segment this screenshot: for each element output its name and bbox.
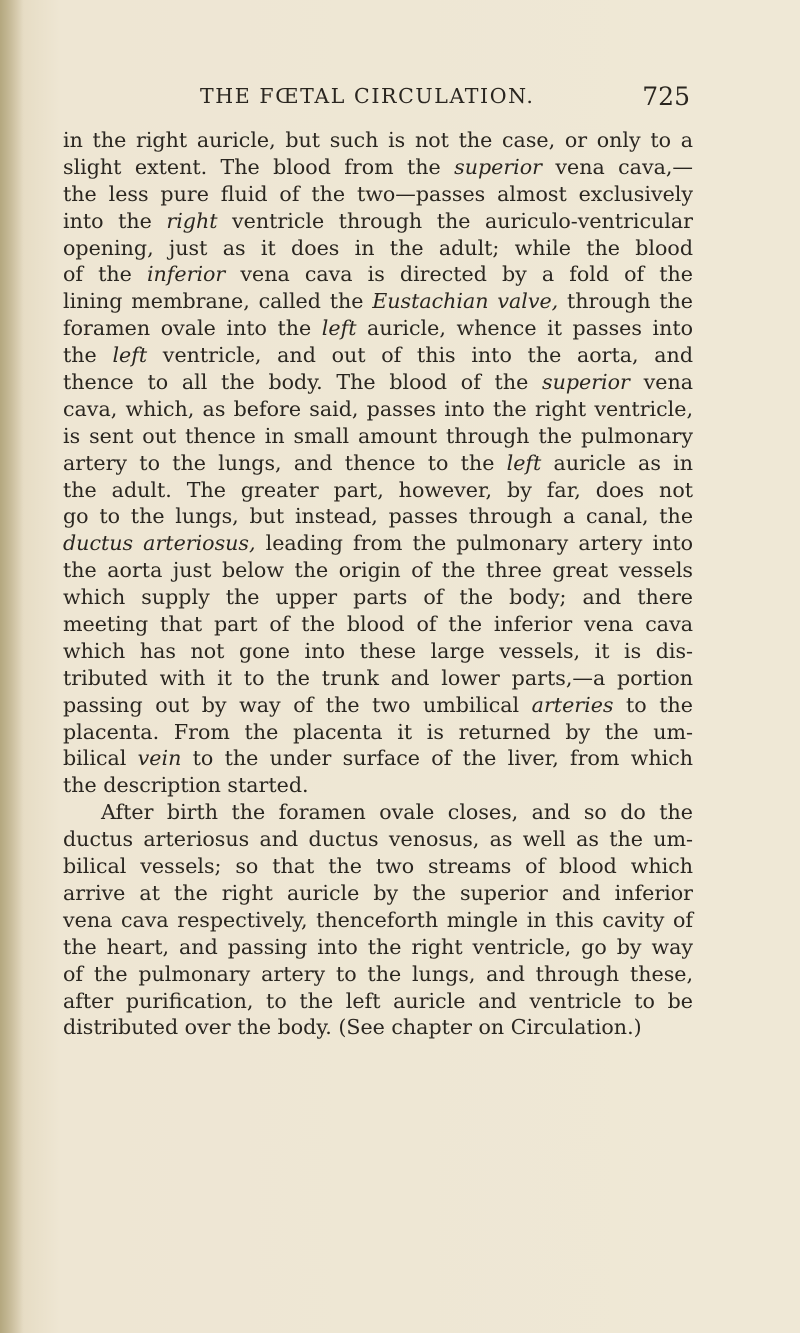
text-line [63, 799, 693, 826]
text-line [63, 127, 693, 154]
text-run: the [63, 343, 113, 368]
spine-shadow [0, 0, 24, 1333]
text-line [63, 665, 693, 692]
text-line [63, 477, 693, 504]
italic-term: Eustachian valve, [372, 289, 559, 314]
text-run: ductus arteriosus and ductus venosus, as well as the um- [63, 827, 693, 852]
text-line [63, 826, 693, 853]
text-line [63, 961, 693, 988]
text-run: in the right auricle, but such is not the case, or only to a [63, 128, 693, 152]
text-line [63, 934, 693, 961]
text-line [63, 154, 693, 181]
text-run: ventricle, and out of this into the aorta, and [147, 343, 694, 368]
italic-term: ductus arteriosus, [63, 531, 256, 556]
text-run: After birth the foramen ovale closes, and so do the [101, 800, 693, 825]
text-line [63, 396, 693, 423]
text-line [63, 907, 693, 934]
text-run: cava, which, as before said, passes into the right ventricle, [63, 396, 693, 421]
text-line [63, 423, 693, 450]
text-run: meeting that part of the blood of the inferior vena cava [63, 612, 693, 637]
italic-term: arteries [531, 692, 614, 717]
text-line [63, 315, 693, 342]
body-text [63, 127, 693, 1041]
italic-term: superior [454, 154, 543, 179]
text-line [63, 181, 693, 208]
text-run: vena cava,— [542, 154, 693, 179]
text-run: to the under surface of the liver, from which [181, 746, 694, 771]
text-line [63, 369, 693, 396]
text-run: the heart, and passing into the right ventricle, go by way [63, 934, 693, 959]
italic-term: vein [137, 746, 182, 771]
text-run: to the [613, 692, 693, 717]
text-run: the aorta just below the origin of the three great vessels [63, 558, 693, 583]
text-run: thence to all the body. The blood of the [63, 370, 542, 395]
text-run: the less pure fluid of the two—passes almost exclusively [63, 181, 693, 206]
text-run: go to the lungs, but instead, passes through a canal, the [63, 504, 693, 529]
text-run: through the [558, 289, 693, 314]
text-line [63, 988, 693, 1015]
text-run: arrive at the right auricle by the superior and inferior [63, 880, 693, 905]
text-run: vena cava is directed by a fold of the [225, 262, 693, 287]
italic-term: right [166, 208, 218, 233]
text-line [63, 772, 693, 799]
italic-term: inferior [146, 262, 226, 287]
text-run: auricle, whence it passes into [356, 316, 694, 341]
text-line [63, 1014, 693, 1041]
text-line [63, 450, 693, 477]
text-run: into the [63, 208, 167, 233]
text-line [63, 261, 693, 288]
text-line [63, 208, 693, 235]
italic-term: superior [542, 370, 630, 395]
text-run: tributed with it to the trunk and lower parts,—a portion [63, 665, 693, 690]
text-line [63, 503, 693, 530]
text-line [63, 342, 693, 369]
text-run: the adult. The greater part, however, by far, does not [63, 477, 693, 502]
text-run: bilical vessels; so that the two streams of blood which [63, 854, 693, 879]
text-run: auricle as in [541, 450, 693, 475]
text-line [63, 692, 693, 719]
text-line [63, 719, 693, 746]
text-run: vena cava respectively, thenceforth mingle in this cavity of [63, 907, 693, 932]
running-head: THE FŒTAL CIRCULATION. [200, 84, 535, 108]
text-line [63, 880, 693, 907]
italic-term: left [112, 343, 148, 368]
text-run: lining membrane, called the [63, 289, 373, 314]
text-run: the description started. [63, 773, 309, 798]
text-run: slight extent. The blood from the [63, 154, 455, 179]
text-line [63, 530, 693, 557]
text-run: of the [63, 262, 147, 287]
text-run: passing out by way of the two umbilical [63, 692, 532, 717]
text-run: distributed over the body. (See chapter on Circulation.) [63, 1015, 642, 1040]
text-line [63, 611, 693, 638]
text-line [63, 638, 693, 665]
text-run: ventricle through the auriculo-ventricular [217, 208, 693, 233]
text-run: leading from the pulmonary artery into [255, 531, 694, 556]
text-line [63, 745, 693, 772]
text-run: which supply the upper parts of the body; and there [63, 585, 693, 610]
italic-term: left [506, 450, 542, 475]
text-run: opening, just as it does in the adult; while the blood [63, 235, 693, 260]
text-run: artery to the lungs, and thence to the [63, 450, 507, 475]
page-header [200, 82, 690, 122]
text-run: foramen ovale into the [63, 316, 322, 341]
text-line [63, 235, 693, 262]
page-number: 725 [642, 82, 690, 111]
text-run: of the pulmonary artery to the lungs, and through these, [63, 961, 693, 986]
text-run: bilical [63, 746, 138, 771]
italic-term: left [321, 316, 357, 341]
text-line [63, 288, 693, 315]
text-run: vena [629, 370, 693, 395]
text-run: placenta. From the placenta it is returned by the um- [63, 719, 693, 744]
text-run: after purification, to the left auricle and ventricle to be [63, 988, 693, 1013]
text-run: is sent out thence in small amount through the pulmonary [63, 423, 693, 448]
text-run: which has not gone into these large vessels, it is dis- [63, 638, 693, 663]
text-line [63, 853, 693, 880]
text-line [63, 584, 693, 611]
text-line [63, 557, 693, 584]
